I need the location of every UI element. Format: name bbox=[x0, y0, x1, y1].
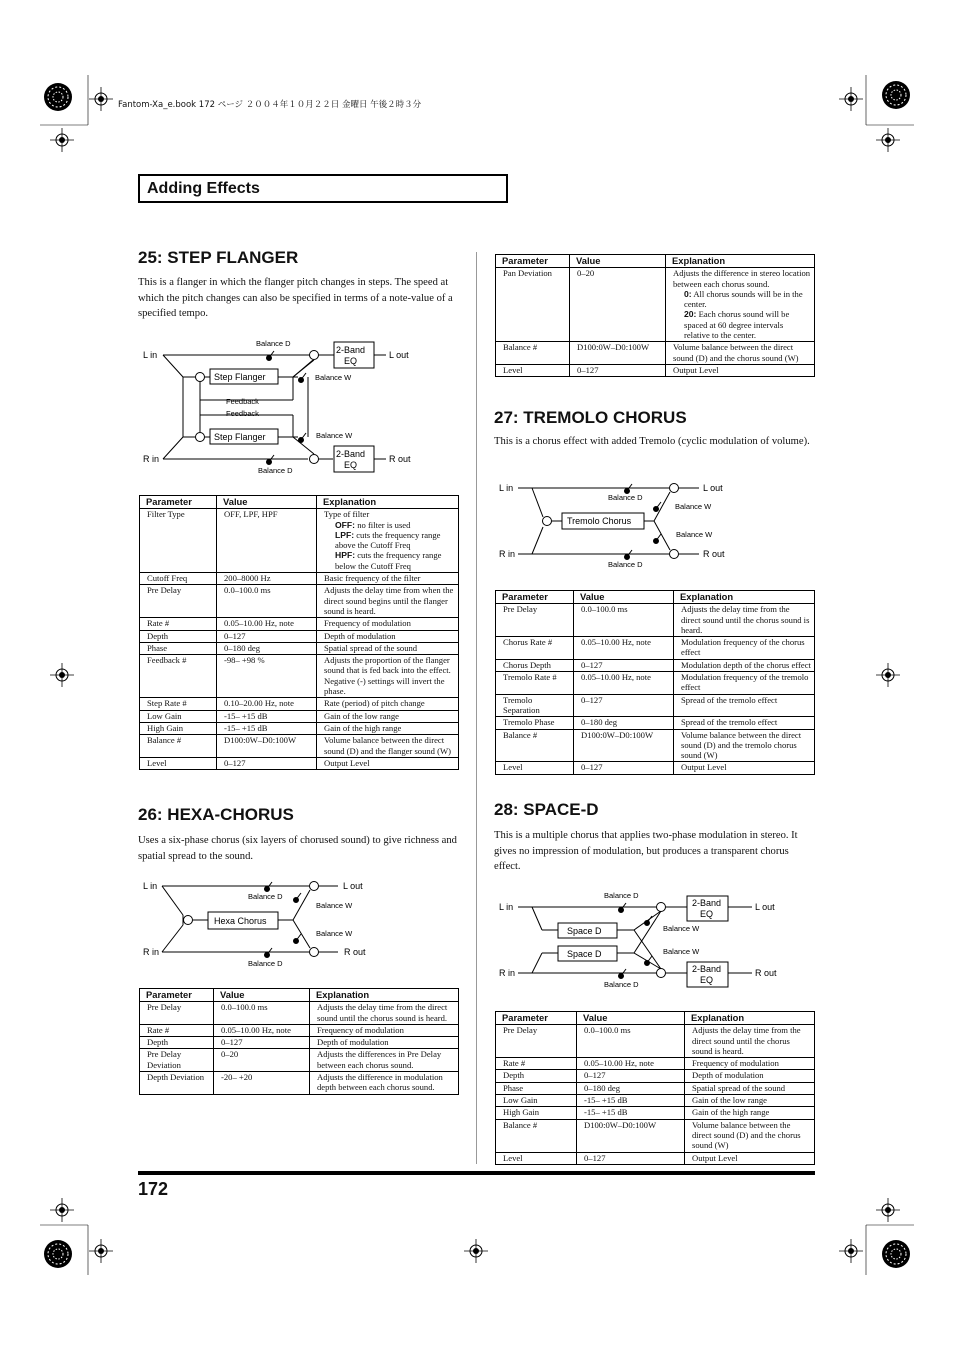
explanation-text: Adjusts the difference in modulation depth between each chorus sound. bbox=[317, 1072, 443, 1093]
s25-intro: This is a flanger in which the flanger pitch changes in steps. The speed at which the pitch changes can also be specified in terms of a note-value of a specified tempo. bbox=[138, 277, 453, 319]
param-name: Rate # bbox=[140, 1024, 214, 1036]
s25-r-in: R in bbox=[143, 454, 160, 464]
param-value: 0.05–10.00 Hz, note bbox=[217, 618, 317, 630]
table-row bbox=[496, 637, 815, 660]
explanation-text: Output Level bbox=[692, 1152, 738, 1163]
param-name: Level bbox=[496, 364, 570, 376]
s25-parameter-table bbox=[139, 495, 459, 770]
explanation-option bbox=[673, 309, 811, 340]
tremolo-chorus-diagram bbox=[494, 477, 814, 577]
s27-box: Tremolo Chorus bbox=[567, 516, 632, 526]
s28-box-r: Space D bbox=[567, 949, 602, 959]
s28-balance-d-bottom: Balance D bbox=[604, 980, 639, 989]
option-key: 20: bbox=[684, 309, 697, 320]
param-value: 0–127 bbox=[577, 1152, 685, 1164]
param-explanation bbox=[310, 1037, 459, 1049]
param-name: High Gain bbox=[496, 1107, 577, 1119]
s28-l-out: L out bbox=[755, 902, 775, 912]
explanation-text: Output Level bbox=[681, 762, 727, 773]
print-header: Fantom-Xa_e.book 172 ページ ２００４年１０月２２日 金曜日 午後２時３分 bbox=[118, 100, 422, 110]
s27-l-out: L out bbox=[703, 483, 723, 493]
explanation-option bbox=[324, 550, 455, 571]
s26-balance-w-bottom: Balance W bbox=[316, 929, 353, 938]
s26-balance-w-top: Balance W bbox=[316, 901, 353, 910]
param-name: Rate # bbox=[496, 1058, 577, 1070]
param-value: 0.0–100.0 ms bbox=[574, 604, 674, 637]
explanation-text: Gain of the low range bbox=[692, 1095, 767, 1106]
s27-l-in: L in bbox=[499, 483, 514, 493]
table-row bbox=[496, 729, 815, 762]
param-name: Tremolo Phase bbox=[496, 717, 574, 729]
param-value: 0–180 deg bbox=[574, 717, 674, 729]
explanation-text: Volume balance between the direct sound (D) and the chorus sound (W) bbox=[673, 342, 799, 363]
explanation-text: Adjusts the difference in stereo location between each chorus sound. bbox=[673, 268, 811, 289]
explanation-text: Gain of the low range bbox=[324, 710, 399, 721]
param-value: 0–180 deg bbox=[217, 642, 317, 654]
explanation-text: Basic frequency of the filter bbox=[324, 573, 421, 584]
option-text: cuts the frequency range above the Cutoff Freq bbox=[335, 529, 441, 551]
param-name: Pan Deviation bbox=[496, 268, 570, 342]
s26-r-in: R in bbox=[143, 947, 160, 957]
table-row bbox=[140, 642, 459, 654]
col-parameter: Parameter bbox=[140, 989, 214, 1002]
param-value: -15– +15 dB bbox=[577, 1095, 685, 1107]
explanation-text: Frequency of modulation bbox=[692, 1058, 779, 1069]
param-name: Level bbox=[496, 762, 574, 774]
table-row bbox=[140, 573, 459, 585]
s28-l-in: L in bbox=[499, 902, 514, 912]
param-value: 0–180 deg bbox=[577, 1082, 685, 1094]
param-explanation bbox=[674, 729, 815, 762]
param-name: Pre Delay bbox=[140, 1002, 214, 1025]
param-explanation bbox=[685, 1119, 815, 1152]
table-row bbox=[140, 1037, 459, 1049]
explanation-text: Gain of the high range bbox=[324, 722, 402, 733]
s27-title: 27: TREMOLO CHORUS bbox=[494, 408, 687, 427]
table-row bbox=[140, 630, 459, 642]
param-explanation bbox=[666, 268, 815, 342]
s25-r-out: R out bbox=[389, 454, 411, 464]
param-value: 0–20 bbox=[214, 1049, 310, 1072]
s25-feedback-bottom: Feedback bbox=[226, 409, 259, 418]
param-name: Level bbox=[140, 757, 217, 769]
table-row bbox=[140, 655, 459, 698]
param-explanation bbox=[674, 659, 815, 671]
explanation-text: Frequency of modulation bbox=[324, 618, 411, 629]
param-name: Feedback # bbox=[140, 655, 217, 698]
table-row bbox=[496, 762, 815, 774]
explanation-text: Spatial spread of the sound bbox=[324, 642, 418, 653]
param-name: Tremolo Separation bbox=[496, 694, 574, 717]
param-value: 0.05–10.00 Hz, note bbox=[574, 672, 674, 695]
explanation-text: Output Level bbox=[673, 364, 719, 375]
table-row bbox=[496, 1070, 815, 1082]
param-explanation bbox=[317, 655, 459, 698]
explanation-option bbox=[324, 520, 455, 530]
param-explanation bbox=[674, 637, 815, 660]
param-value: 0.0–100.0 ms bbox=[577, 1025, 685, 1058]
explanation-option bbox=[324, 530, 455, 551]
param-value: D100:0W–D0:100W bbox=[217, 735, 317, 758]
param-value: -15– +15 dB bbox=[217, 722, 317, 734]
param-value: 0.05–10.00 Hz, note bbox=[577, 1058, 685, 1070]
param-name: Pre Delay bbox=[496, 1025, 577, 1058]
explanation-text: Type of filter bbox=[324, 509, 370, 520]
param-explanation bbox=[674, 694, 815, 717]
param-name: Step Rate # bbox=[140, 698, 217, 710]
param-value: 0–127 bbox=[577, 1070, 685, 1082]
param-name: Chorus Rate # bbox=[496, 637, 574, 660]
s25-feedback-top: Feedback bbox=[226, 397, 259, 406]
explanation-text: Depth of modulation bbox=[324, 630, 396, 641]
section-title-box bbox=[138, 174, 508, 203]
table-row bbox=[140, 1002, 459, 1025]
s26-balance-d-bottom: Balance D bbox=[248, 959, 283, 968]
s28-eq-l-1: 2-Band bbox=[692, 898, 722, 908]
table-row bbox=[140, 735, 459, 758]
param-explanation bbox=[317, 735, 459, 758]
param-name: Low Gain bbox=[496, 1095, 577, 1107]
s26-r-out: R out bbox=[344, 947, 366, 957]
param-name: Cutoff Freq bbox=[140, 573, 217, 585]
s26-parameter-table bbox=[139, 988, 459, 1095]
s26-box: Hexa Chorus bbox=[214, 916, 267, 926]
param-name: Tremolo Rate # bbox=[496, 672, 574, 695]
param-value: 0–127 bbox=[574, 659, 674, 671]
explanation-text: Volume balance between the direct sound (D) and the tremolo chorus sound (W) bbox=[681, 729, 802, 761]
param-explanation bbox=[685, 1058, 815, 1070]
table-row bbox=[140, 618, 459, 630]
param-name: Depth bbox=[140, 1037, 214, 1049]
explanation-text: Depth of modulation bbox=[317, 1037, 389, 1048]
s27-balance-w-top: Balance W bbox=[675, 502, 712, 511]
param-value: 0.10–20.00 Hz, note bbox=[217, 698, 317, 710]
option-text: no filter is used bbox=[355, 519, 411, 530]
s26-l-out: L out bbox=[343, 881, 363, 891]
table-row bbox=[496, 1107, 815, 1119]
param-explanation bbox=[310, 1049, 459, 1072]
s28-r-out: R out bbox=[755, 968, 777, 978]
s25-eq-l-1: 2-Band bbox=[336, 345, 366, 355]
s25-balance-w-top: Balance W bbox=[315, 373, 352, 382]
param-value: OFF, LPF, HPF bbox=[217, 509, 317, 573]
param-explanation bbox=[685, 1082, 815, 1094]
col-parameter: Parameter bbox=[496, 591, 574, 604]
explanation-text: Output Level bbox=[324, 757, 370, 768]
explanation-text: Adjusts the differences in Pre Delay between each chorus sound. bbox=[317, 1049, 442, 1070]
param-value: 0–127 bbox=[214, 1037, 310, 1049]
explanation-text: Spread of the tremolo effect bbox=[681, 694, 778, 705]
s25-eq-r-2: EQ bbox=[344, 460, 358, 470]
table-row bbox=[496, 659, 815, 671]
explanation-text: Gain of the high range bbox=[692, 1107, 770, 1118]
param-value: 0–127 bbox=[574, 694, 674, 717]
param-explanation bbox=[685, 1025, 815, 1058]
s28-eq-r-2: EQ bbox=[700, 975, 714, 985]
space-d-diagram bbox=[494, 887, 814, 1002]
table-row bbox=[496, 1025, 815, 1058]
param-explanation bbox=[674, 762, 815, 774]
col-value: Value bbox=[214, 989, 310, 1002]
explanation-text: Adjusts the delay time from when the direct sound begins until the flanger sound is heard. bbox=[324, 585, 454, 616]
explanation-text: Adjusts the delay time from the direct sound until the chorus sound is heard. bbox=[692, 1025, 801, 1056]
param-explanation bbox=[685, 1107, 815, 1119]
table-row bbox=[496, 342, 815, 365]
param-name: High Gain bbox=[140, 722, 217, 734]
param-explanation bbox=[310, 1002, 459, 1025]
explanation-text: Volume balance between the direct sound (D) and the flanger sound (W) bbox=[324, 735, 451, 756]
table-row bbox=[140, 710, 459, 722]
explanation-text: Depth of modulation bbox=[692, 1070, 764, 1081]
col-value: Value bbox=[217, 496, 317, 509]
param-explanation bbox=[310, 1072, 459, 1095]
param-explanation bbox=[685, 1095, 815, 1107]
param-explanation bbox=[674, 717, 815, 729]
param-value: 0–127 bbox=[574, 762, 674, 774]
s27-balance-d-bottom: Balance D bbox=[608, 560, 643, 569]
param-value: 0–20 bbox=[570, 268, 666, 342]
param-explanation bbox=[674, 604, 815, 637]
s25-eq-r-1: 2-Band bbox=[336, 449, 366, 459]
col-parameter: Parameter bbox=[140, 496, 217, 509]
col-value: Value bbox=[577, 1012, 685, 1025]
param-explanation bbox=[666, 342, 815, 365]
param-name: Rate # bbox=[140, 618, 217, 630]
param-explanation bbox=[310, 1024, 459, 1036]
param-explanation bbox=[685, 1152, 815, 1164]
col-parameter: Parameter bbox=[496, 1012, 577, 1025]
option-key: OFF: bbox=[335, 519, 356, 530]
param-explanation bbox=[666, 364, 815, 376]
table-row bbox=[140, 698, 459, 710]
col-explanation: Explanation bbox=[685, 1012, 815, 1025]
table-row bbox=[496, 694, 815, 717]
param-value: 0.05–10.00 Hz, note bbox=[214, 1024, 310, 1036]
col-value: Value bbox=[574, 591, 674, 604]
table-row bbox=[496, 1119, 815, 1152]
param-value: D100:0W–D0:100W bbox=[577, 1119, 685, 1152]
s25-step-flanger-r: Step Flanger bbox=[214, 432, 266, 442]
option-key: HPF: bbox=[335, 550, 356, 561]
param-explanation bbox=[317, 722, 459, 734]
col-explanation: Explanation bbox=[317, 496, 459, 509]
param-value: 0.0–100.0 ms bbox=[217, 585, 317, 618]
option-text: cuts the frequency range below the Cutoff Freq bbox=[335, 550, 442, 571]
s28-eq-l-2: EQ bbox=[700, 909, 714, 919]
table-row bbox=[140, 1024, 459, 1036]
s28-intro: This is a multiple chorus that applies two-phase modulation in stereo. It gives no impression of modulation, but produces a transparent chorus effect. bbox=[494, 830, 798, 872]
col-parameter: Parameter bbox=[496, 255, 570, 268]
option-text: All chorus sounds will be in the center. bbox=[684, 288, 803, 310]
s27-balance-d-top: Balance D bbox=[608, 493, 643, 502]
param-value: 0–127 bbox=[217, 630, 317, 642]
table-row bbox=[140, 1072, 459, 1095]
section-title: Adding Effects bbox=[147, 180, 260, 197]
param-name: Level bbox=[496, 1152, 577, 1164]
explanation-text: Adjusts the delay time from the direct sound until the chorus sound is heard. bbox=[317, 1002, 448, 1023]
explanation-text: Frequency of modulation bbox=[317, 1024, 404, 1035]
table-row bbox=[496, 1082, 815, 1094]
table-row bbox=[140, 509, 459, 573]
s28-eq-r-1: 2-Band bbox=[692, 964, 722, 974]
explanation-text: Modulation frequency of the chorus effect bbox=[681, 637, 805, 658]
param-name: Phase bbox=[496, 1082, 577, 1094]
s28-title: 28: SPACE-D bbox=[494, 800, 599, 819]
s25-balance-d-bottom: Balance D bbox=[258, 466, 293, 475]
param-explanation bbox=[317, 757, 459, 769]
col-explanation: Explanation bbox=[666, 255, 815, 268]
s26-balance-d-top: Balance D bbox=[248, 892, 283, 901]
param-explanation bbox=[317, 618, 459, 630]
explanation-text: Adjusts the delay time from the direct sound until the chorus sound is heard. bbox=[681, 604, 810, 635]
col-explanation: Explanation bbox=[674, 591, 815, 604]
option-key: 0: bbox=[684, 288, 692, 299]
explanation-text: Modulation depth of the chorus effect bbox=[681, 659, 811, 670]
param-explanation bbox=[317, 710, 459, 722]
param-value: -98– +98 % bbox=[217, 655, 317, 698]
param-value: -20– +20 bbox=[214, 1072, 310, 1095]
s27-parameter-table bbox=[495, 590, 815, 775]
param-name: Depth Deviation bbox=[140, 1072, 214, 1095]
s25-title: 25: STEP FLANGER bbox=[138, 248, 299, 267]
param-name: Chorus Depth bbox=[496, 659, 574, 671]
explanation-text: Modulation frequency of the tremolo effect bbox=[681, 672, 809, 693]
param-explanation bbox=[317, 573, 459, 585]
s26-title: 26: HEXA-CHORUS bbox=[138, 805, 294, 824]
param-value: 0–127 bbox=[570, 364, 666, 376]
table-row bbox=[496, 1058, 815, 1070]
s25-l-in: L in bbox=[143, 350, 158, 360]
param-name: Balance # bbox=[496, 729, 574, 762]
param-name: Pre Delay bbox=[140, 585, 217, 618]
s28-balance-w-top: Balance W bbox=[663, 924, 700, 933]
table-row bbox=[140, 722, 459, 734]
step-flanger-diagram bbox=[138, 335, 458, 480]
param-name: Filter Type bbox=[140, 509, 217, 573]
param-explanation bbox=[317, 630, 459, 642]
param-value: -15– +15 dB bbox=[217, 710, 317, 722]
param-name: Balance # bbox=[140, 735, 217, 758]
col-value: Value bbox=[570, 255, 666, 268]
param-value: -15– +15 dB bbox=[577, 1107, 685, 1119]
s25-step-flanger-l: Step Flanger bbox=[214, 372, 266, 382]
s27-intro: This is a chorus effect with added Tremolo (cyclic modulation of volume). bbox=[494, 436, 810, 447]
option-key: LPF: bbox=[335, 529, 355, 540]
s27-balance-w-bottom: Balance W bbox=[676, 530, 713, 539]
s26-l-in: L in bbox=[143, 881, 158, 891]
table-row bbox=[140, 1049, 459, 1072]
table-row bbox=[496, 717, 815, 729]
s27-r-out: R out bbox=[703, 549, 725, 559]
explanation-text: Adjusts the proportion of the flanger sound that is fed back into the effect. Negative (-) settings will invert the phase. bbox=[324, 655, 451, 697]
s28-balance-w-bottom: Balance W bbox=[663, 947, 700, 956]
table-row bbox=[496, 268, 815, 342]
explanation-text: Spread of the tremolo effect bbox=[681, 717, 778, 728]
param-explanation bbox=[317, 509, 459, 573]
param-explanation bbox=[317, 698, 459, 710]
param-value: D100:0W–D0:100W bbox=[570, 342, 666, 365]
param-name: Balance # bbox=[496, 1119, 577, 1152]
s27-r-in: R in bbox=[499, 549, 516, 559]
table-row bbox=[496, 604, 815, 637]
param-value: 200–8000 Hz bbox=[217, 573, 317, 585]
param-value: 0–127 bbox=[217, 757, 317, 769]
page-number: 172 bbox=[138, 1179, 169, 1199]
explanation-text: Rate (period) of pitch change bbox=[324, 698, 425, 709]
param-name: Pre Delay Deviation bbox=[140, 1049, 214, 1072]
s28-box-l: Space D bbox=[567, 926, 602, 936]
explanation-text: Spatial spread of the sound bbox=[692, 1082, 786, 1093]
table-row bbox=[496, 1095, 815, 1107]
table-row bbox=[496, 1152, 815, 1164]
param-name: Depth bbox=[140, 630, 217, 642]
table-row bbox=[140, 585, 459, 618]
col-explanation: Explanation bbox=[310, 989, 459, 1002]
param-name: Balance # bbox=[496, 342, 570, 365]
s28-r-in: R in bbox=[499, 968, 516, 978]
table-row bbox=[496, 364, 815, 376]
param-explanation bbox=[317, 585, 459, 618]
param-name: Low Gain bbox=[140, 710, 217, 722]
option-text: Each chorus sound will be spaced at 60 degree intervals relative to the center. bbox=[684, 309, 790, 341]
s28-parameter-table bbox=[495, 1011, 815, 1165]
param-value: D100:0W–D0:100W bbox=[574, 729, 674, 762]
s25-eq-l-2: EQ bbox=[344, 356, 358, 366]
s25-balance-d-top: Balance D bbox=[256, 339, 291, 348]
param-explanation bbox=[317, 642, 459, 654]
s25-balance-w-bottom: Balance W bbox=[316, 431, 353, 440]
param-name: Pre Delay bbox=[496, 604, 574, 637]
param-name: Depth bbox=[496, 1070, 577, 1082]
param-value: 0.0–100.0 ms bbox=[214, 1002, 310, 1025]
s26-continued-table bbox=[495, 254, 815, 377]
param-explanation bbox=[674, 672, 815, 695]
param-name: Phase bbox=[140, 642, 217, 654]
table-row bbox=[496, 672, 815, 695]
param-value: 0.05–10.00 Hz, note bbox=[574, 637, 674, 660]
table-row bbox=[140, 757, 459, 769]
footer-rule bbox=[138, 1171, 815, 1175]
explanation-text: Volume balance between the direct sound (D) and the chorus sound (W) bbox=[692, 1119, 801, 1151]
param-explanation bbox=[685, 1070, 815, 1082]
column-divider bbox=[476, 252, 477, 1164]
s28-balance-d-top: Balance D bbox=[604, 891, 639, 900]
s25-l-out: L out bbox=[389, 350, 409, 360]
hexa-chorus-diagram bbox=[138, 875, 458, 975]
explanation-option bbox=[673, 289, 811, 310]
s26-intro: Uses a six-phase chorus (six layers of chorused sound) to give richness and spatial spread to the sound. bbox=[138, 835, 457, 862]
